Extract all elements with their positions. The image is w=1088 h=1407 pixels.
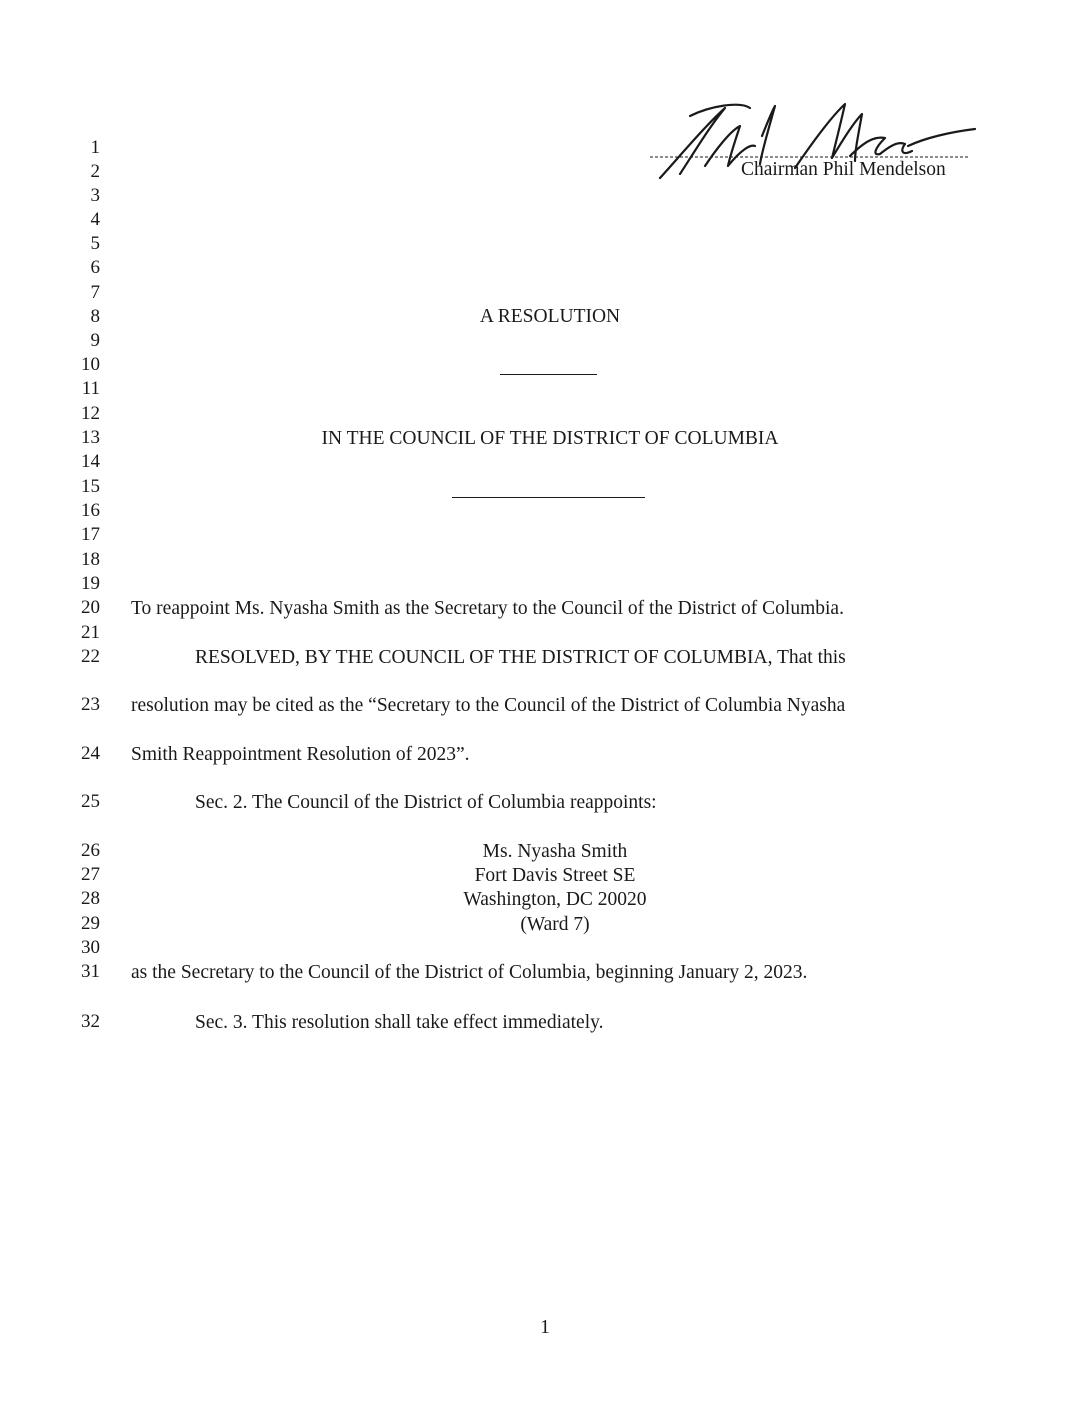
line-number: 18 — [81, 549, 100, 570]
line-number: 11 — [81, 378, 100, 399]
line-number: 20 — [81, 597, 100, 618]
document-title: A RESOLUTION — [479, 306, 621, 327]
line-number: 31 — [81, 961, 100, 982]
signatory-title: Chairman Phil Mendelson — [741, 159, 946, 180]
line-number: 17 — [81, 524, 100, 545]
line-number: 8 — [90, 306, 100, 327]
resolved-line-3: Smith Reappointment Resolution of 2023”. — [131, 744, 470, 765]
resolved-line-1: RESOLVED, BY THE COUNCIL OF THE DISTRICT OF COLUMBIA, That this — [195, 647, 846, 668]
line-number: 7 — [90, 282, 100, 303]
line-number: 25 — [81, 791, 100, 812]
line-number: 5 — [90, 233, 100, 254]
line-number: 3 — [90, 185, 100, 206]
appointee-ward: (Ward 7) — [520, 914, 590, 935]
section-3-text: Sec. 3. This resolution shall take effect immediately. — [195, 1012, 604, 1033]
line-number: 29 — [81, 913, 100, 934]
line-number: 10 — [81, 354, 100, 375]
line-number: 21 — [81, 622, 100, 643]
line-number: 13 — [81, 427, 100, 448]
line-number: 2 — [90, 161, 100, 182]
line-number: 16 — [81, 500, 100, 521]
line-number: 1 — [90, 137, 100, 158]
line-number: 19 — [81, 573, 100, 594]
page-number: 1 — [540, 1317, 550, 1338]
section-2-end-text: as the Secretary to the Council of the District of Columbia, beginning January 2, 2023. — [131, 962, 808, 983]
section-2-text: Sec. 2. The Council of the District of Columbia reappoints: — [195, 792, 657, 813]
appointee-city: Washington, DC 20020 — [463, 889, 647, 910]
line-number: 22 — [81, 646, 100, 667]
appointee-street: Fort Davis Street SE — [474, 865, 636, 886]
body-divider — [452, 497, 645, 498]
line-number: 15 — [81, 476, 100, 497]
line-number: 12 — [81, 403, 100, 424]
line-number: 9 — [90, 330, 100, 351]
line-number: 6 — [90, 257, 100, 278]
issuing-body: IN THE COUNCIL OF THE DISTRICT OF COLUMBIA — [321, 428, 779, 449]
line-number: 28 — [81, 888, 100, 909]
line-number: 24 — [81, 743, 100, 764]
line-number: 14 — [81, 451, 100, 472]
appointee-name: Ms. Nyasha Smith — [482, 841, 628, 862]
line-number: 26 — [81, 840, 100, 861]
line-number: 23 — [81, 694, 100, 715]
title-divider — [500, 374, 597, 375]
resolved-line-2: resolution may be cited as the “Secretary to the Council of the District of Columbia Nyasha — [131, 695, 846, 716]
purpose-text: To reappoint Ms. Nyasha Smith as the Secretary to the Council of the District of Columbia. — [131, 598, 844, 619]
line-number: 32 — [81, 1011, 100, 1032]
line-number: 4 — [90, 209, 100, 230]
line-number: 30 — [81, 937, 100, 958]
line-number: 27 — [81, 864, 100, 885]
